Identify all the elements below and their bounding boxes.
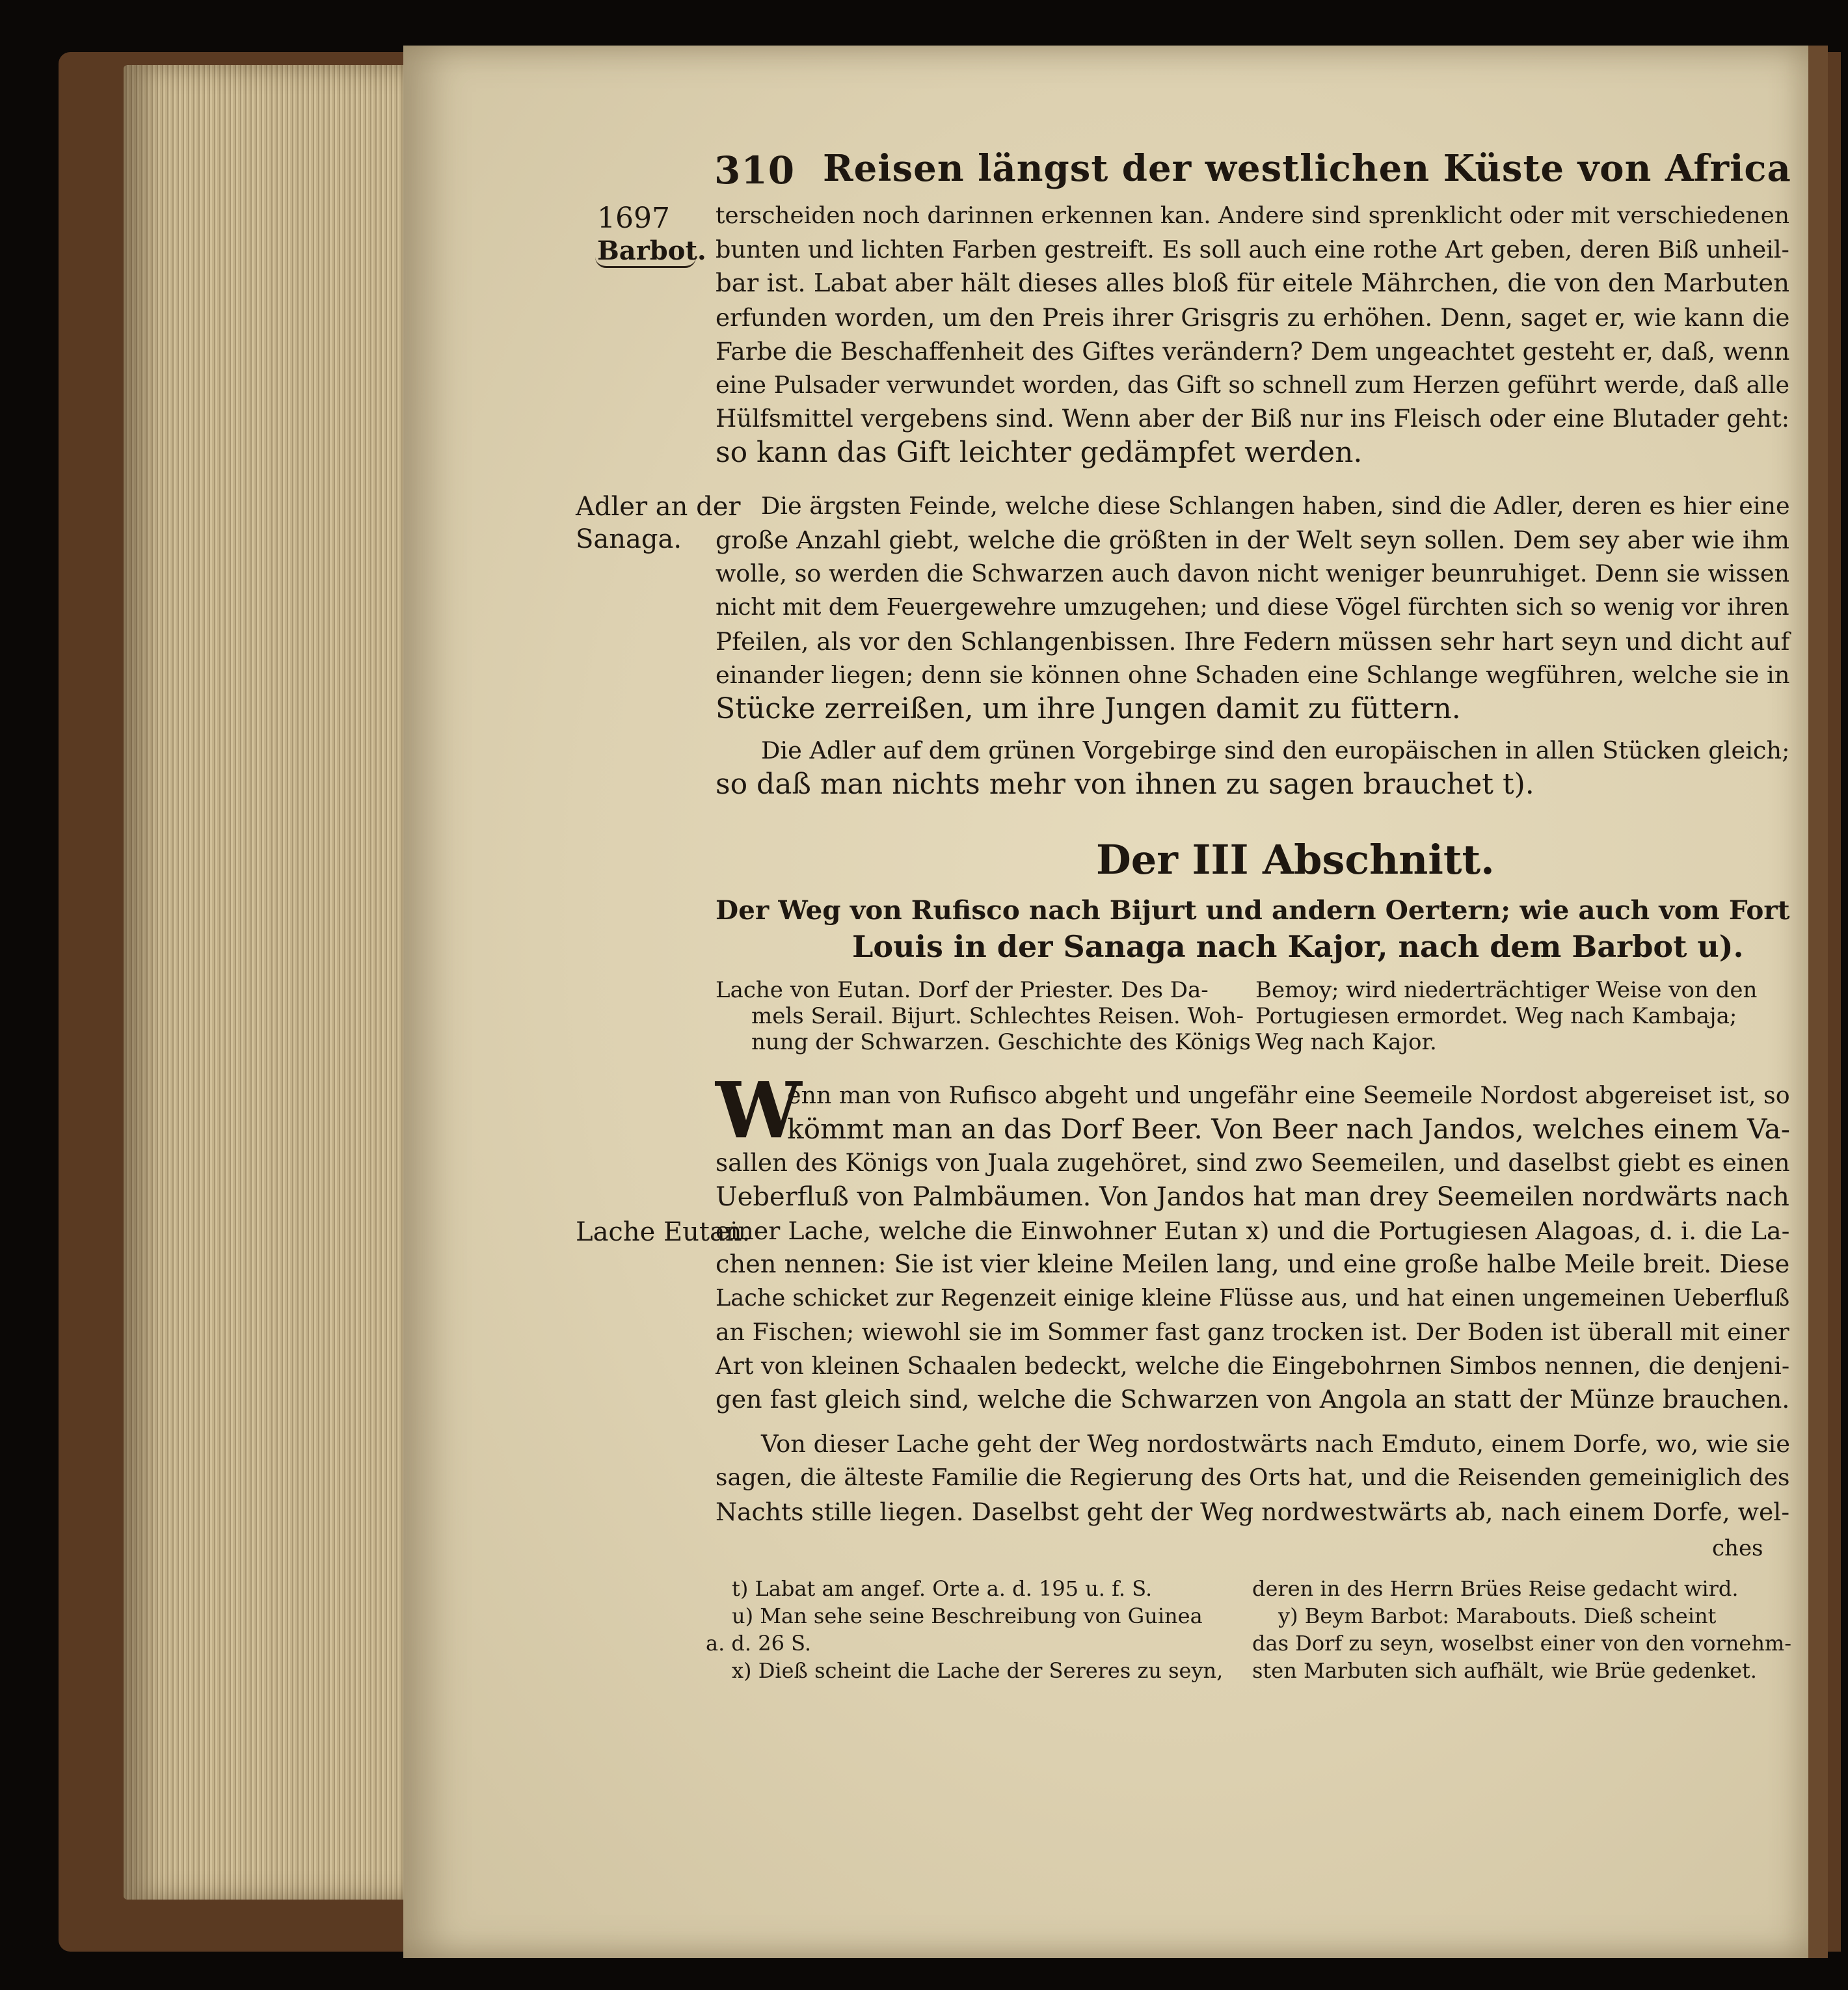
section-subtitle-line: Der Weg von Rufisco nach Bijurt und andern Oertern; wie auch vom Fort bbox=[716, 894, 1790, 926]
margin-brace bbox=[595, 257, 696, 268]
margin-note-eagles-2: Sanaga. bbox=[576, 524, 682, 554]
drop-cap: W bbox=[716, 1065, 802, 1155]
text-line: Von dieser Lache geht der Weg nordostwärts nach Emduto, einem Dorfe, wo, wie sie bbox=[761, 1430, 1790, 1458]
text-line: bunten und lichten Farben gestreift. Es soll auch eine rothe Art geben, deren Biß unheil- bbox=[716, 235, 1789, 263]
text-line: wolle, so werden die Schwarzen auch davon nicht weniger beunruhiget. Denn sie wissen bbox=[716, 559, 1790, 587]
text-line: Hülfsmittel vergebens sind. Wenn aber der Biß nur ins Fleisch oder eine Blutader geht: bbox=[716, 405, 1790, 433]
text-line: Nachts stille liegen. Daselbst geht der Weg nordwestwärts ab, nach einem Dorfe, wel- bbox=[716, 1498, 1790, 1526]
text-line: so daß man nichts mehr von ihnen zu sagen brauchet t). bbox=[716, 768, 1534, 801]
text-line: Art von kleinen Schaalen bedeckt, welche die Eingebohrnen Simbos nennen, die denjeni- bbox=[716, 1352, 1790, 1380]
text-line: so kann das Gift leichter gedämpfet werden. bbox=[716, 436, 1363, 469]
margin-note-lake: Lache Eutan. bbox=[576, 1217, 751, 1247]
text-line: große Anzahl giebt, welche die größten in der Welt seyn sollen. Dem sey aber wie ihm bbox=[716, 526, 1789, 554]
text-line: Stücke zerreißen, um ihre Jungen damit zu füttern. bbox=[716, 692, 1461, 725]
margin-note-eagles-1: Adler an der bbox=[576, 492, 741, 522]
text-line: kömmt man an das Dorf Beer. Von Beer nach Jandos, welches einem Va- bbox=[787, 1113, 1790, 1145]
text-line: nicht mit dem Feuergewehre umzugehen; und diese Vögel fürchten sich so wenig vor ihren bbox=[716, 594, 1789, 621]
text-line: enn man von Rufisco abgeht und ungefähr eine Seemeile Nordost abgereiset ist, so bbox=[787, 1081, 1790, 1109]
text-line: chen nennen: Sie ist vier kleine Meilen lang, und eine große halbe Meile breit. Diese bbox=[716, 1250, 1790, 1279]
text-line: Ueberfluß von Palmbäumen. Von Jandos hat man drey Seemeilen nordwärts nach bbox=[716, 1182, 1789, 1212]
summary-line: Portugiesen ermordet. Weg nach Kambaja; bbox=[1255, 1003, 1737, 1029]
book-right-edge bbox=[1808, 46, 1828, 1958]
summary-line: mels Serail. Bijurt. Schlechtes Reisen. Woh- bbox=[751, 1003, 1244, 1029]
running-title: Reisen längst der westlichen Küste von Africa bbox=[823, 147, 1791, 190]
summary-line: Weg nach Kajor. bbox=[1255, 1029, 1437, 1055]
footnote-line: y) Beym Barbot: Marabouts. Dieß scheint bbox=[1278, 1604, 1717, 1628]
text-line: an Fischen; wiewohl sie im Sommer fast ganz trocken ist. Der Boden ist überall mit einer bbox=[716, 1318, 1789, 1346]
catchword: ches bbox=[1712, 1535, 1763, 1561]
footnote-line: x) Dieß scheint die Lache der Sereres zu seyn, bbox=[732, 1658, 1224, 1683]
text-line: Pfeilen, als vor den Schlangenbissen. Ihre Federn müssen sehr hart seyn und dicht auf bbox=[716, 627, 1790, 656]
text-line: eine Pulsader verwundet worden, das Gift so schnell zum Herzen geführt werde, daß alle bbox=[716, 371, 1790, 399]
footnote-line: u) Man sehe seine Beschreibung von Guinea bbox=[732, 1604, 1203, 1628]
page-number: 310 bbox=[714, 148, 796, 193]
footnote-line: sten Marbuten sich aufhält, wie Brüe gedenket. bbox=[1252, 1658, 1757, 1683]
footnote-line: deren in des Herrn Brües Reise gedacht wird. bbox=[1252, 1576, 1739, 1601]
section-subtitle-line: Louis in der Sanaga nach Kajor, nach dem Barbot u). bbox=[852, 929, 1744, 964]
text-line: sallen des Königs von Juala zugehöret, sind zwo Seemeilen, und daselbst giebt es einen bbox=[716, 1149, 1790, 1177]
text-line: sagen, die älteste Familie die Regierung des Orts hat, und die Reisenden gemeiniglich des bbox=[716, 1464, 1790, 1491]
text-line: einander liegen; denn sie können ohne Schaden eine Schlange wegführen, welche sie in bbox=[716, 661, 1790, 689]
text-line: Die Adler auf dem grünen Vorgebirge sind den europäischen in allen Stücken gleich; bbox=[761, 736, 1790, 764]
section-heading: Der III Abschnitt. bbox=[1096, 836, 1495, 883]
page-stack-edge bbox=[124, 65, 423, 1900]
text-line: Lache schicket zur Regenzeit einige kleine Flüsse aus, und hat einen ungemeinen Ueberfluß bbox=[716, 1285, 1790, 1311]
footnote-line: das Dorf zu seyn, woselbst einer von den vornehm- bbox=[1252, 1631, 1792, 1656]
footnote-line: t) Labat am angef. Orte a. d. 195 u. f. S. bbox=[732, 1576, 1153, 1601]
text-line: Die ärgsten Feinde, welche diese Schlangen haben, sind die Adler, deren es hier eine bbox=[761, 492, 1790, 520]
text-line: bar ist. Labat aber hält dieses alles bloß für eitele Mährchen, die von den Marbuten bbox=[716, 269, 1789, 298]
text-line: einer Lache, welche die Einwohner Eutan x) und die Portugiesen Alagoas, d. i. die La- bbox=[716, 1217, 1790, 1245]
summary-line: nung der Schwarzen. Geschichte des Königs bbox=[751, 1029, 1251, 1055]
text-line: terscheiden noch darinnen erkennen kan. Andere sind sprenklicht oder mit verschiedenen bbox=[716, 202, 1789, 229]
margin-author: Barbot. bbox=[597, 235, 706, 266]
footnote-line: a. d. 26 S. bbox=[706, 1631, 812, 1656]
text-line: erfunden worden, um den Preis ihrer Grisgris zu erhöhen. Denn, saget er, wie kann die bbox=[716, 303, 1790, 332]
text-line: Farbe die Beschaffenheit des Giftes verändern? Dem ungeachtet gesteht er, daß, wenn bbox=[716, 337, 1790, 366]
margin-year: 1697 bbox=[597, 202, 670, 235]
summary-line: Lache von Eutan. Dorf der Priester. Des Da- bbox=[716, 977, 1209, 1003]
text-line: gen fast gleich sind, welche die Schwarzen von Angola an statt der Münze brauchen. bbox=[716, 1386, 1790, 1414]
summary-line: Bemoy; wird niederträchtiger Weise von den bbox=[1255, 977, 1758, 1003]
